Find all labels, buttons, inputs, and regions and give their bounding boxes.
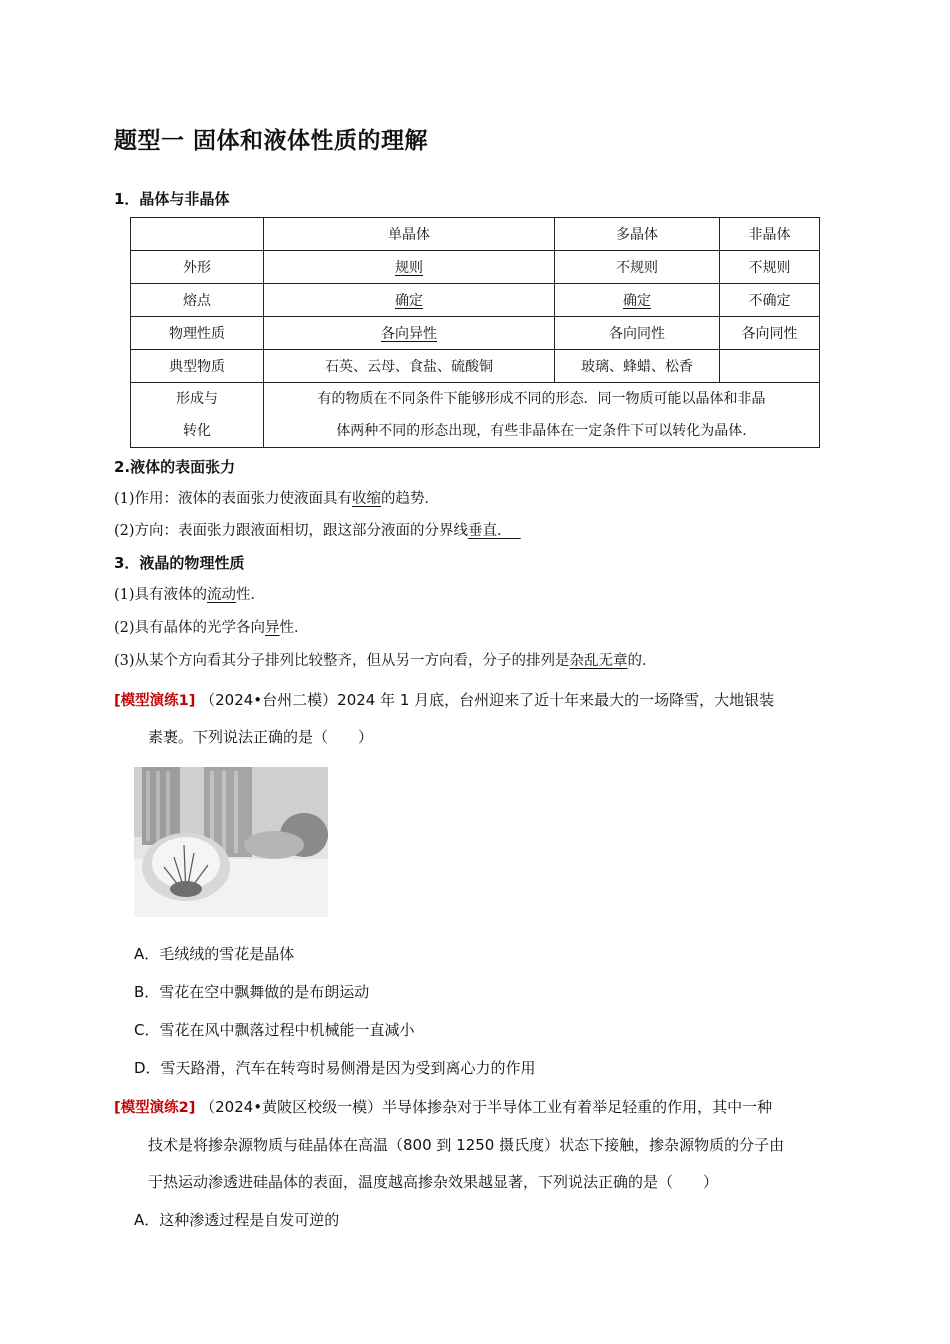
underlined-answer: 异 [265,620,280,636]
table-cell: 玻璃、蜂蜡、松香 [555,350,720,383]
table-cell: 不确定 [720,284,820,317]
underlined-answer: 收缩 [352,491,382,507]
section-3-heading: 3．液晶的物理性质 [114,554,245,572]
question-tag: [模型演练2] [114,1100,196,1116]
snow-scene-image [134,767,328,917]
underlined-answer: 确定 [395,293,423,309]
table-cell [720,350,820,383]
table-cell [555,284,720,317]
section-1-heading: 1．晶体与非晶体 [114,190,230,208]
table-cell [264,383,820,448]
row-label: 熔点 [131,284,264,317]
table-header-cell: 多晶体 [555,218,720,251]
paragraph [114,649,657,670]
table-header-row [131,218,820,251]
underlined-answer: 各向异性 [381,326,437,342]
underline-blank [512,523,521,539]
table-row [131,251,820,284]
text: 的趋势． [381,491,440,507]
table-cell: 各向同性 [720,317,820,350]
text: (3)从某个方向看其分子排列比较整齐，但从另一方向看，分子的排列是 [114,653,570,669]
question-1-line-1 [114,689,774,710]
row-label: 典型物质 [131,350,264,383]
table-row [131,383,820,448]
row-label [131,383,264,448]
table-cell [264,284,555,317]
question-2-line-1 [114,1096,772,1117]
option-c: C．雪花在风中飘落过程中机械能一直减小 [134,1021,415,1039]
text: (2)具有晶体的光学各向 [114,620,266,636]
underlined-answer: 流动 [207,587,237,603]
option-d: D．雪天路滑，汽车在转弯时易侧滑是因为受到离心力的作用 [134,1059,536,1077]
paragraph [114,519,521,540]
paragraph [114,583,265,604]
question-text: （2024•黄陂区校级一模）半导体掺杂对于半导体工业有着举足轻重的作用，其中一种 [200,1098,773,1116]
form-text-line: 有的物质在不同条件下能够形成不同的形态．同一物质可能以晶体和非晶 [317,391,766,407]
option-b: B．雪花在空中飘舞做的是布朗运动 [134,983,370,1001]
row-label-line: 形成与 [176,391,218,407]
table-row [131,317,820,350]
section-2-heading: 2.液体的表面张力 [114,458,236,476]
text: (2)方向：表面张力跟液面相切，跟这部分液面的分界线 [114,523,469,539]
underlined-answer: 垂直． [468,523,512,539]
text: 的． [627,653,657,669]
table-header-cell: 非晶体 [720,218,820,251]
row-label: 物理性质 [131,317,264,350]
row-label: 外形 [131,251,264,284]
table-cell: 石英、云母、食盐、硫酸铜 [264,350,555,383]
crystal-comparison-table [130,217,820,448]
q2-option-a: A．这种渗透过程是自发可逆的 [134,1211,340,1229]
question-2-line-3: 于热运动渗透进硅晶体的表面，温度越高掺杂效果越显著，下列说法正确的是（ ） [148,1173,719,1191]
page-title: 题型一 固体和液体性质的理解 [114,128,429,154]
question-text: （2024•台州二模）2024 年 1 月底，台州迎来了近十年来最大的一场降雪，大地银装 [200,691,775,709]
table-header-cell: 单晶体 [264,218,555,251]
text: (1)作用：液体的表面张力使液面具有 [114,491,353,507]
paragraph [114,616,309,637]
option-a: A．毛绒绒的雪花是晶体 [134,945,295,963]
table-header-cell [131,218,264,251]
text: (1)具有液体的 [114,587,208,603]
underlined-answer: 杂乱无章 [569,653,628,669]
table-cell [264,317,555,350]
table-cell: 不规则 [555,251,720,284]
text: 性． [279,620,309,636]
underlined-answer: 规则 [395,260,423,276]
table-cell [264,251,555,284]
question-1-line-2: 素裹。下列说法正确的是（ ） [148,728,374,746]
question-2-line-2: 技术是将掺杂源物质与硅晶体在高温（800 到 1250 摄氏度）状态下接触，掺杂源物质的分子由 [148,1136,785,1154]
table-row [131,350,820,383]
table-cell: 各向同性 [555,317,720,350]
table-row [131,284,820,317]
paragraph [114,487,439,508]
snow-photo [134,767,328,917]
question-tag: [模型演练1] [114,693,196,709]
underlined-answer: 确定 [623,293,651,309]
form-text-line: 体两种不同的形态出现，有些非晶体在一定条件下可以转化为晶体. [336,423,747,439]
row-label-line: 转化 [183,423,211,439]
table-cell: 不规则 [720,251,820,284]
text: 性． [236,587,266,603]
